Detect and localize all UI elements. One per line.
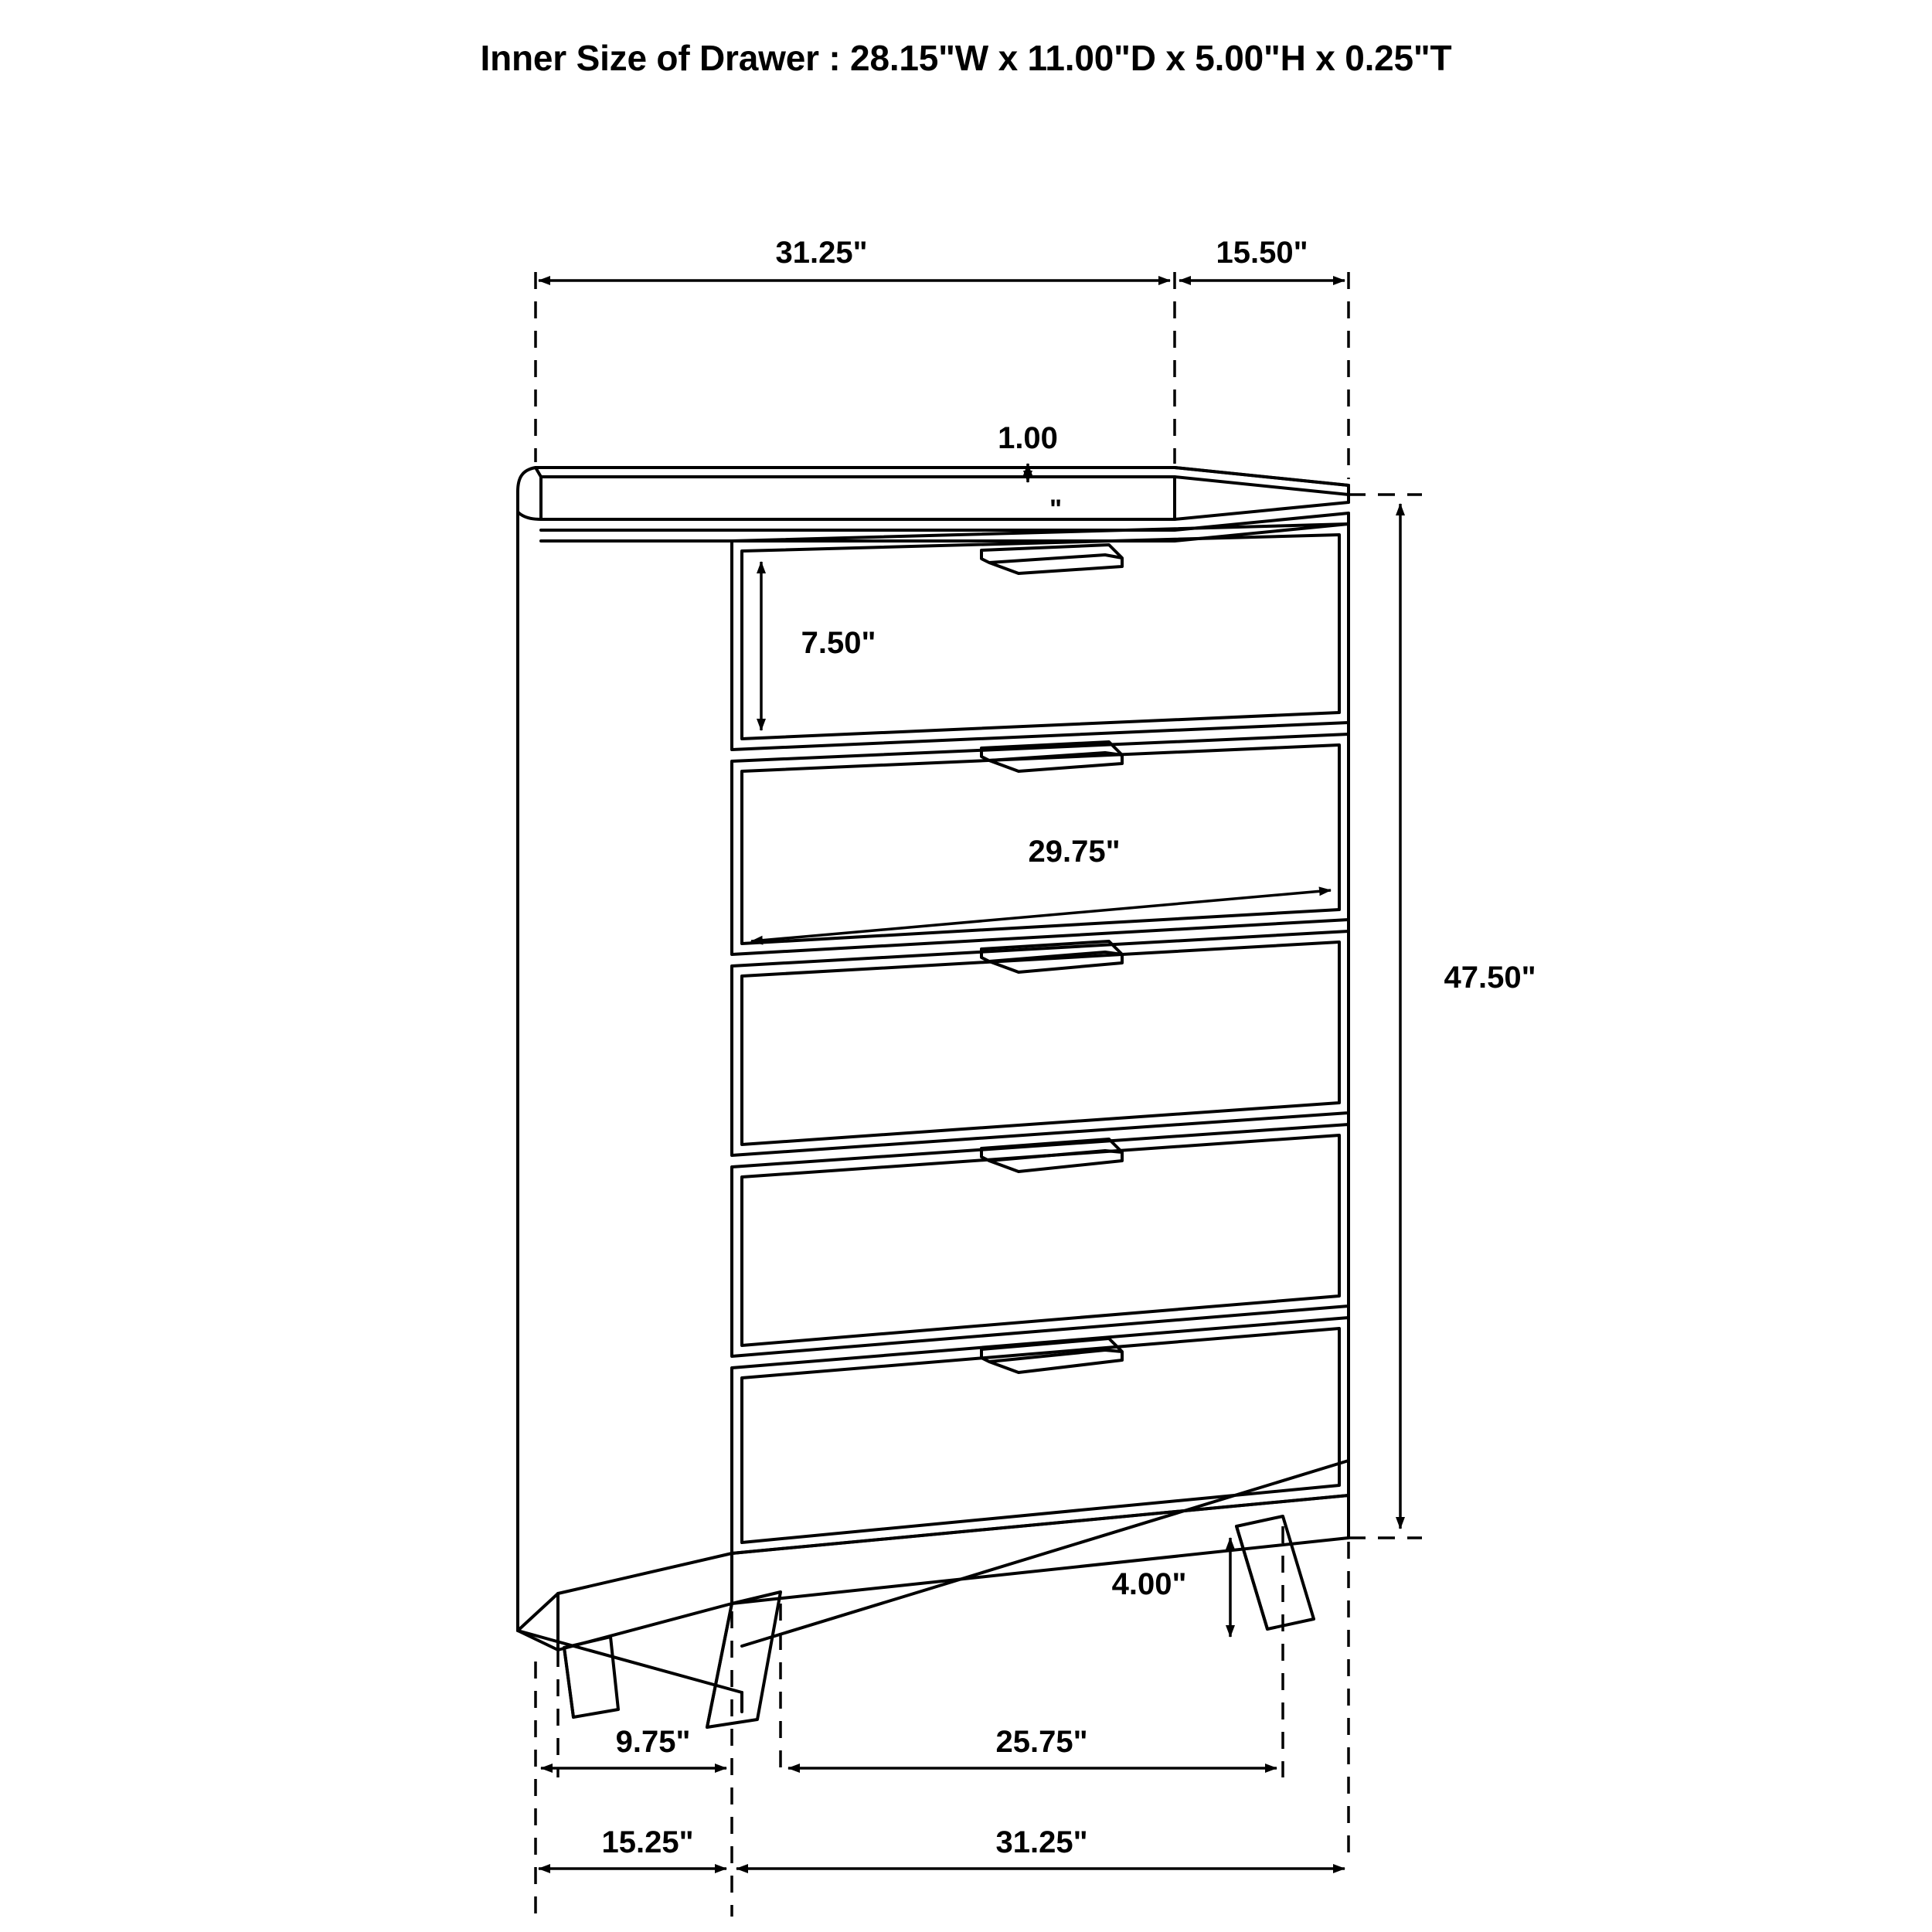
- chest-case: [518, 492, 1349, 1712]
- chest-body: [518, 468, 1349, 1631]
- dim-base-front-inner: 25.75": [995, 1725, 1088, 1759]
- drawer-fronts: [732, 524, 1349, 1553]
- dim-leg-height: 4.00": [1111, 1567, 1187, 1601]
- dim-base-depth: 15.25": [601, 1825, 694, 1859]
- dim-overall-height: 47.50": [1444, 961, 1536, 995]
- dim-drawer-height: 7.50": [801, 626, 876, 660]
- dim-leg-offset: 9.75": [615, 1725, 691, 1759]
- dim-base-width: 31.25": [995, 1825, 1088, 1859]
- base-and-legs: [518, 1495, 1349, 1727]
- page-title: Inner Size of Drawer : 28.15"W x 11.00"D x 5.00"H x 0.25"T: [480, 38, 1452, 78]
- dim-drawer-front-width: 29.75": [1028, 835, 1121, 869]
- drawer-front-3: [732, 931, 1349, 1155]
- dim-top-overhang: 1.00: [998, 421, 1058, 455]
- dim-top-depth-side: 15.50": [1216, 236, 1308, 270]
- dim-top-overhang-unit: ": [1049, 495, 1063, 524]
- dim-top-width-front: 31.25": [775, 236, 868, 270]
